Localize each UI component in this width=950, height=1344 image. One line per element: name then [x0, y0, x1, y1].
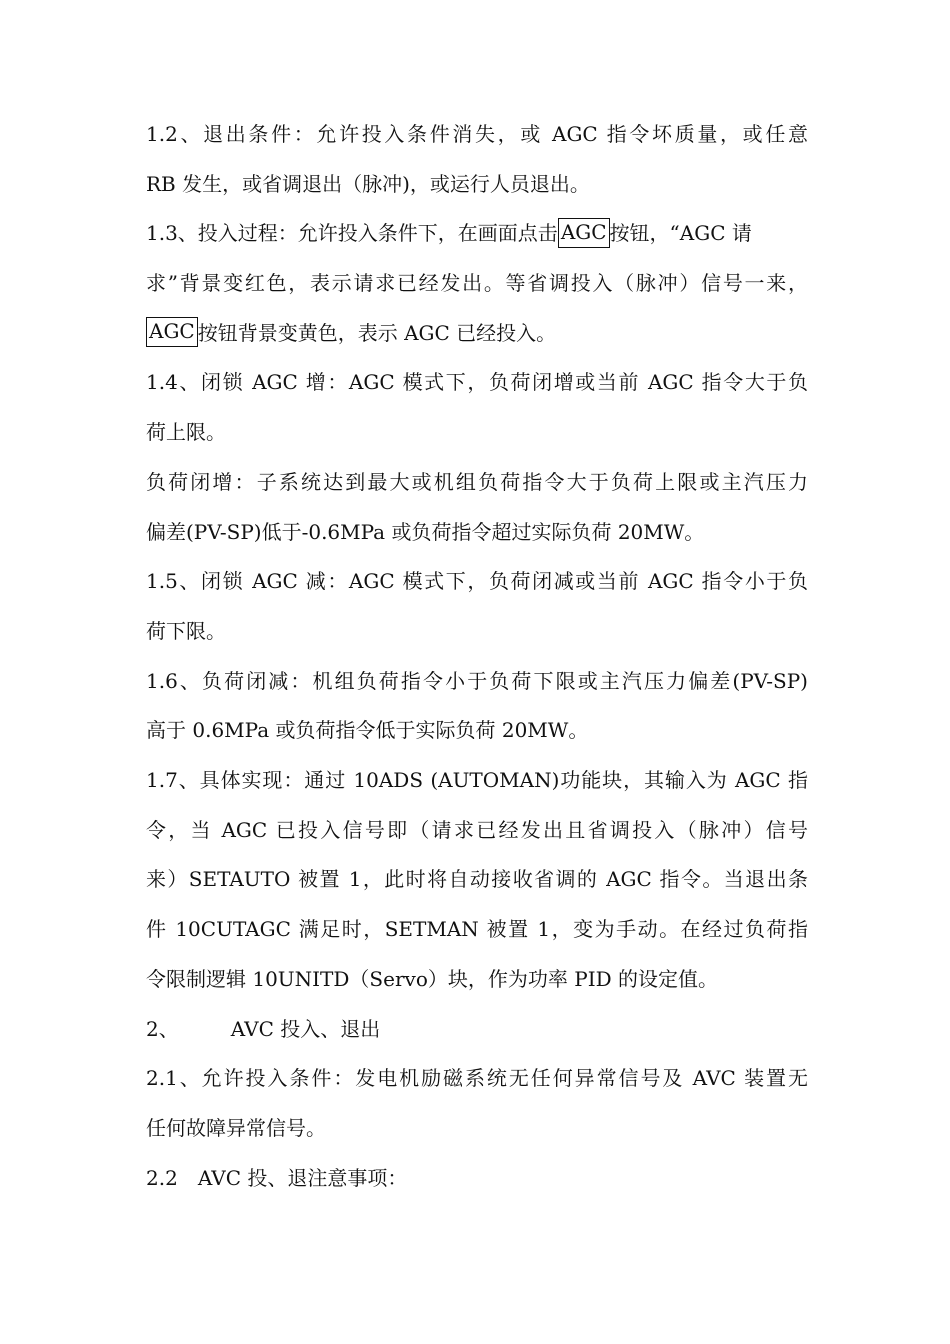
paragraph-1-6: [146, 657, 808, 756]
text-line: 令，当 AGC 已投入信号即（请求已经发出且省调投入（脉冲）信号: [146, 817, 808, 842]
text-line: 偏差(PV-SP)低于-0.6MPa 或负荷指令超过实际负荷 20MW。: [146, 519, 705, 544]
text-line: 荷上限。: [146, 420, 226, 445]
text-line: 2.1、允许投入条件：发电机励磁系统无任何异常信号及 AVC 装置无: [146, 1066, 808, 1091]
text-line: 1.5、闭锁 AGC 减：AGC 模式下，负荷闭减或当前 AGC 指令小于负: [146, 569, 808, 594]
paragraph-1-5: [146, 557, 808, 656]
section-title: AVC 投入、退出: [230, 1016, 381, 1041]
text-line: 1.2、退出条件：允许投入条件消失，或 AGC 指令坏质量，或任意: [146, 122, 808, 146]
text-line: 高于 0.6MPa 或负荷指令低于实际负荷 20MW。: [146, 718, 589, 743]
paragraph-1-2: [146, 110, 808, 209]
agc-button-label: AGC: [146, 317, 198, 347]
section-number: 2.2: [146, 1165, 178, 1190]
paragraph-1-3: [146, 209, 808, 358]
document-body: [146, 110, 808, 1203]
text-line: 1.7、具体实现：通过 10ADS (AUTOMAN)功能块，其输入为 AGC 指: [146, 768, 808, 793]
text-line: 负荷闭增：子系统达到最大或机组负荷指令大于负荷上限或主汽压力: [146, 469, 808, 494]
heading-line: [146, 1154, 808, 1204]
text-line: 1.4、闭锁 AGC 增：AGC 模式下，负荷闭增或当前 AGC 指令大于负: [146, 370, 808, 395]
paragraph-1-7: [146, 756, 808, 1005]
text-line: RB 发生，或省调退出（脉冲)，或运行人员退出。: [146, 171, 590, 196]
text-segment: 按钮背景变黄色，表示 AGC 已经投入。: [197, 320, 557, 345]
text-line: 求”背景变红色，表示请求已经发出。等省调投入（脉冲）信号一来，: [146, 271, 808, 296]
section-title: AVC 投、退注意事项：: [197, 1165, 408, 1190]
text-segment: 1.3、投入过程：允许投入条件下，在画面点击: [146, 221, 558, 246]
paragraph-2-2: [146, 1154, 808, 1204]
text-line: 任何故障异常信号。: [146, 1115, 326, 1140]
section-2-heading: [146, 1005, 808, 1055]
paragraph-2-1: [146, 1054, 808, 1153]
text-line: [146, 309, 808, 359]
text-line: 件 10CUTAGC 满足时，SETMAN 被置 1，变为手动。在经过负荷指: [146, 917, 808, 942]
text-segment: 按钮，“AGC 请: [609, 221, 752, 246]
agc-button-label: AGC: [558, 218, 610, 248]
paragraph-1-4: [146, 358, 808, 457]
paragraph-load-block-increase: [146, 458, 808, 557]
heading-line: [146, 1005, 808, 1055]
section-number: 2、: [146, 1016, 179, 1041]
text-line: [146, 209, 808, 259]
text-line: 荷下限。: [146, 618, 226, 643]
text-line: 来）SETAUTO 被置 1，此时将自动接收省调的 AGC 指令。当退出条: [146, 867, 808, 892]
text-line: 1.6、负荷闭减：机组负荷指令小于负荷下限或主汽压力偏差(PV-SP): [146, 668, 808, 693]
text-line: 令限制逻辑 10UNITD（Servo）块，作为功率 PID 的设定值。: [146, 966, 718, 991]
